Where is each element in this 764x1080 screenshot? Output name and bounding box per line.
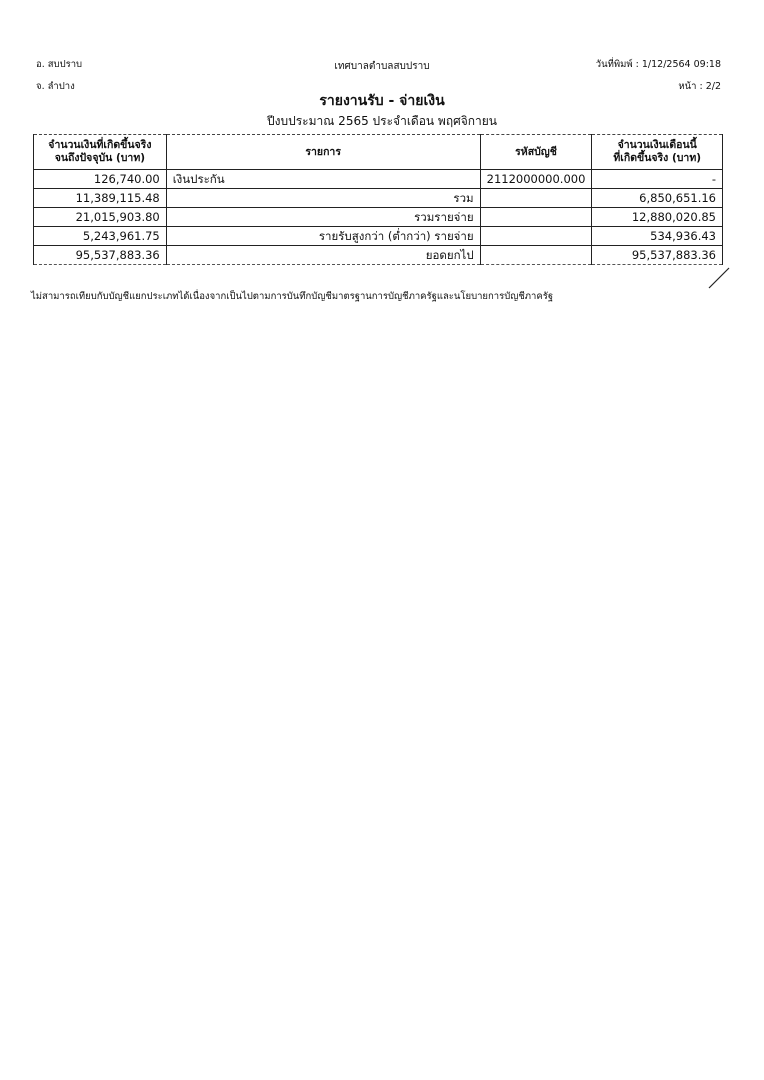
account-code xyxy=(480,227,592,246)
column-header-month xyxy=(592,135,723,170)
cumulative-amount: 5,243,961.75 xyxy=(34,227,167,246)
column-header-account-code: รหัสบัญชี xyxy=(480,135,592,170)
account-code xyxy=(480,246,592,265)
print-date: วันที่พิมพ์ : 1/12/2564 09:18 xyxy=(595,59,721,70)
table-row xyxy=(34,246,723,265)
account-code xyxy=(480,189,592,208)
report-title: รายงานรับ - จ่ายเงิน xyxy=(319,93,445,109)
report-subtitle: ปีงบประมาณ 2565 ประจำเดือน พฤศจิกายน xyxy=(266,114,497,128)
column-header-cumulative xyxy=(34,135,167,170)
account-code: 2112000000.000 xyxy=(480,170,592,189)
column-header-month-line2: ที่เกิดขึ้นจริง (บาท) xyxy=(613,152,702,164)
check-mark-icon xyxy=(705,264,733,292)
cumulative-amount: 11,389,115.48 xyxy=(34,189,167,208)
table-row xyxy=(34,227,723,246)
item-label: ยอดยกไป xyxy=(166,246,480,265)
month-amount: 12,880,020.85 xyxy=(592,208,723,227)
month-amount: 534,936.43 xyxy=(592,227,723,246)
column-header-cumulative-line2: จนถึงปัจจุบัน (บาท) xyxy=(54,152,146,164)
month-amount: 6,850,651.16 xyxy=(592,189,723,208)
organization-name: เทศบาลตำบลสบปราบ xyxy=(334,61,430,72)
page-number: หน้า : 2/2 xyxy=(678,81,721,92)
item-label: เงินประกัน xyxy=(166,170,480,189)
table-header-row xyxy=(34,135,723,170)
column-header-month-line1: จำนวนเงินเดือนนี้ xyxy=(617,139,697,151)
province-label: จ. ลำปาง xyxy=(36,81,75,92)
column-header-cumulative-line1: จำนวนเงินที่เกิดขึ้นจริง xyxy=(48,139,152,151)
table-row xyxy=(34,170,723,189)
item-label: รวม xyxy=(166,189,480,208)
month-amount: - xyxy=(592,170,723,189)
column-header-item: รายการ xyxy=(166,135,480,170)
table-row xyxy=(34,189,723,208)
cumulative-amount: 21,015,903.80 xyxy=(34,208,167,227)
cumulative-amount: 126,740.00 xyxy=(34,170,167,189)
cumulative-amount: 95,537,883.36 xyxy=(34,246,167,265)
table-row xyxy=(34,208,723,227)
account-code xyxy=(480,208,592,227)
receipts-payments-table xyxy=(33,134,723,265)
district-label: อ. สบปราบ xyxy=(36,59,83,70)
month-amount: 95,537,883.36 xyxy=(592,246,723,265)
footnote: ไม่สามารถเทียบกับบัญชีแยกประเภทได้เนื่องจากเป็นไปตามการบันทึกบัญชีมาตรฐานการบัญชีภาครัฐและนโยบายการบัญชีภาครัฐ xyxy=(31,291,554,302)
item-label: รายรับสูงกว่า (ต่ำกว่า) รายจ่าย xyxy=(166,227,480,246)
item-label: รวมรายจ่าย xyxy=(166,208,480,227)
